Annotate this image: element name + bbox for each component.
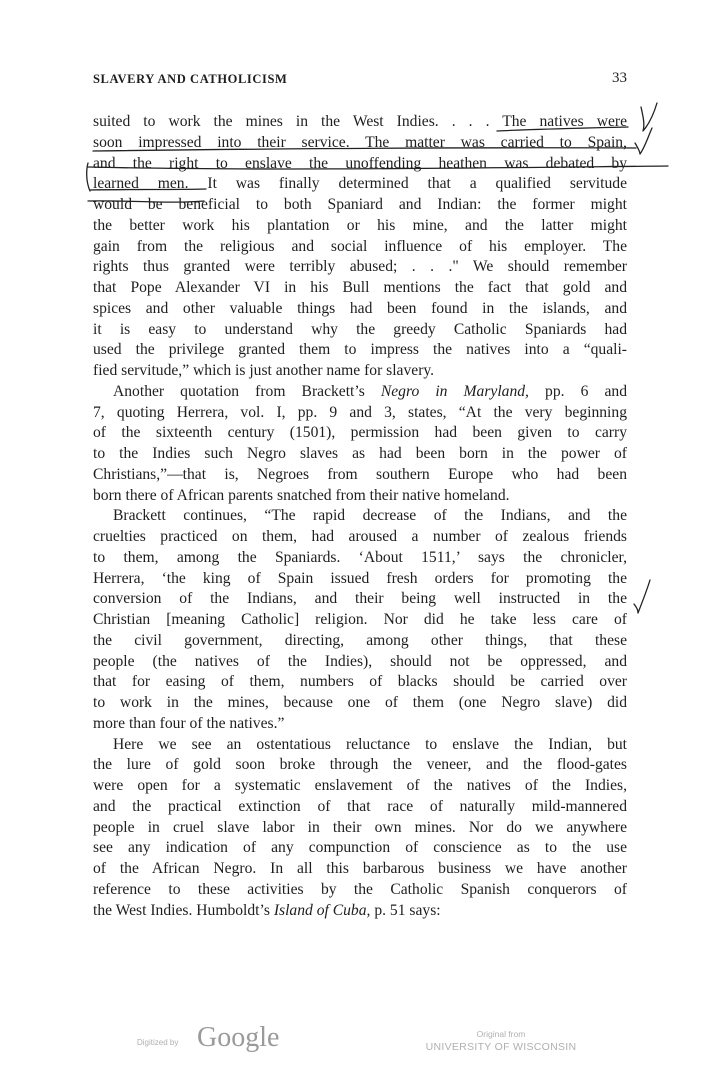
text-line: soon impressed into their service. The matter was carried to Spain,	[93, 133, 627, 151]
text-line: Herrera, ‘the king of Spain issued fresh orders for promoting the	[93, 569, 627, 587]
bracket-mark	[87, 163, 90, 191]
text-line: reference to these activities by the Catholic Spanish conquerors of	[93, 880, 627, 898]
text-line: were open for a systematic enslavement of the natives of the Indies,	[93, 777, 627, 794]
text-line	[93, 382, 627, 403]
text-line: gain from the religious and social influence of his employer. The	[93, 237, 627, 255]
text-line: Christian [meaning Catholic] religion. Nor did he take less care of	[93, 611, 627, 628]
university-label: UNIVERSITY OF WISCONSIN	[425, 1041, 577, 1053]
text-line: conversion of the Indians, and their being well instructed in the	[93, 590, 627, 608]
text-line: more than four of the natives.”	[93, 714, 285, 732]
google-logo: Google	[197, 1022, 280, 1053]
text-line: Here we see an ostentatious reluctance to enslave the Indian, but	[113, 735, 627, 753]
text-line: of the African Negro. In all this barbarous business we have another	[93, 860, 627, 877]
running-head	[93, 70, 627, 90]
text-line: to the Indies such Negro slaves as had been born in the power of	[93, 445, 627, 462]
checkmark-icon	[634, 580, 650, 613]
library-watermark	[418, 1028, 584, 1054]
text-line: to work in the mines, because one of them (one Negro slave) did	[93, 694, 627, 711]
paragraph-2	[93, 382, 627, 507]
text-line: see any indication of any compunction of conscience as to the use	[93, 839, 627, 857]
text-line: Christians,”—that is, Negroes from southern Europe who had been	[93, 465, 627, 483]
paragraph-1	[93, 112, 627, 382]
text-line: rights thus granted were terribly abused; . . ." We should remember	[93, 258, 627, 276]
text-line: suited to work the mines in the West Indies. . . . The natives were	[93, 113, 627, 130]
digitized-by-label: Digitized by	[137, 1038, 179, 1047]
line-text: the West Indies. Humboldt’s	[93, 901, 274, 919]
text-line: born there of African parents snatched from their native homeland.	[93, 486, 510, 504]
line-text: Another quotation from Brackett’s	[113, 382, 381, 400]
line-text: pp. 6 and	[528, 382, 627, 400]
text-line: fied servitude,” which is just another name for slavery.	[93, 362, 435, 379]
text-line: that for easing of them, numbers of blacks should be carried over	[93, 673, 627, 691]
book-title-italic: Island of Cuba,	[273, 901, 371, 919]
text-line: it is easy to understand why the greedy Catholic Spaniards had	[93, 320, 627, 338]
text-line: Brackett continues, “The rapid decrease of the Indians, and the	[113, 507, 627, 525]
paragraph-4	[93, 735, 627, 922]
text-line: and the right to enslave the unoffending heathen was debated by	[93, 154, 627, 172]
text-line: used the privilege granted them to impress the natives into a “quali-	[93, 341, 627, 359]
text-line: would be beneficial to both Spaniard and Indian: the former might	[93, 196, 627, 213]
text-line: the civil government, directing, among other things, that these	[93, 631, 627, 649]
line-text: p. 51 says:	[370, 901, 441, 919]
book-title-italic: Negro in Maryland,	[380, 382, 529, 400]
original-from-label: Original from	[476, 1029, 526, 1039]
text-line: of the sixteenth century (1501), permission had been given to carry	[93, 424, 627, 442]
text-line: learned men. It was finally determined that a qualified servitude	[93, 175, 627, 193]
text-line: the better work his plantation or his mine, and the latter might	[93, 216, 627, 234]
text-line: that Pope Alexander VI in his Bull mentions the fact that gold and	[93, 279, 627, 296]
checkmark-icon	[635, 128, 652, 154]
text-line: people (the natives of the Indies), should not be oppressed, and	[93, 652, 627, 670]
text-line: to them, among the Spaniards. ‘About 1511,’ says the chronicler,	[93, 548, 627, 566]
text-line: spices and other valuable things had been found in the islands, and	[93, 299, 627, 317]
checkmark-icon	[641, 103, 657, 131]
body-text	[93, 112, 627, 921]
text-line: and the practical extinction of that race of naturally mild-mannered	[93, 797, 627, 815]
text-line: people in cruel slave labor in their own mines. Nor do we anywhere	[93, 818, 627, 836]
page-number: 33	[612, 70, 627, 86]
text-line: the lure of gold soon broke through the veneer, and the flood-gates	[93, 756, 627, 774]
running-title: SLAVERY AND CATHOLICISM	[93, 72, 288, 86]
text-line: 7, quoting Herrera, vol. I, pp. 9 and 3, states, “At the very beginning	[93, 403, 627, 421]
paragraph-3	[93, 506, 627, 734]
text-line: cruelties practiced on them, had aroused a number of zealous friends	[93, 528, 627, 545]
text-line	[93, 901, 627, 922]
